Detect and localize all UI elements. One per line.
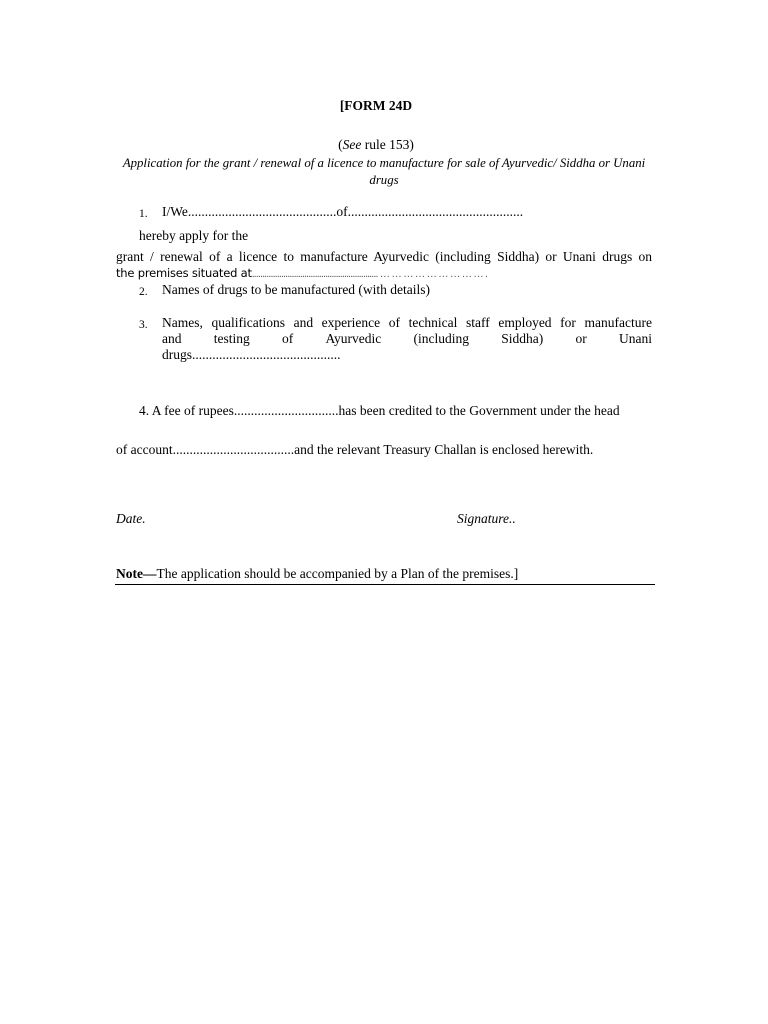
- note-line: [116, 566, 518, 582]
- item-3-word: testing: [213, 331, 250, 346]
- note-underline: [115, 584, 655, 585]
- item-1-number: 1.: [139, 208, 148, 220]
- item-1-continuation: hereby apply for the: [139, 228, 249, 243]
- signature-label: Signature..: [457, 511, 516, 526]
- item-3-word: (including: [413, 331, 469, 346]
- rule-see: See: [342, 137, 362, 152]
- item-3-word: or: [575, 331, 587, 346]
- note-text: The application should be accompanied by a Plan of the premises.]: [156, 566, 519, 581]
- form-title: [FORM 24D: [339, 98, 413, 113]
- date-label: Date.: [116, 511, 146, 526]
- item-1-premises-line: [116, 265, 487, 283]
- item-3-word: Unani: [619, 331, 652, 346]
- rule-reference: [0, 137, 768, 153]
- item-3-number: 3.: [139, 319, 148, 331]
- item-3-line-2: [162, 331, 652, 347]
- item-4-account-line: of account....................................and the relevant Treasury Challan is enclosed herewith.: [116, 442, 594, 457]
- item-3-word: Siddha): [501, 331, 544, 346]
- item-2-number: 2.: [139, 286, 148, 298]
- rule-open-paren: (: [338, 137, 343, 152]
- rule-number: rule 153): [361, 137, 414, 152]
- premises-label: the premises situated at: [116, 266, 252, 280]
- item-3-line-1: Names, qualifications and experience of technical staff employed for manufacture: [162, 315, 652, 330]
- item-1-licence-line: grant / renewal of a licence to manufacture Ayurvedic (including Siddha) or Unani drugs on: [116, 249, 652, 264]
- item-3-line-3: drugs............................................: [162, 347, 341, 362]
- note-label: Note—: [116, 566, 157, 581]
- item-3-word: Ayurvedic: [325, 331, 382, 346]
- item-1-applicant-line: I/We............................................of....................................................: [162, 204, 524, 219]
- form-subtitle: Application for the grant / renewal of a licence to manufacture for sale of Ayurvedic/ Siddha or Unani drugs: [122, 156, 646, 187]
- premises-dots: ............................................................ … … … … … … … … … .: [251, 269, 488, 280]
- item-3-word: and: [162, 331, 182, 346]
- item-3-word: of: [282, 331, 294, 346]
- item-2-text: Names of drugs to be manufactured (with details): [162, 282, 431, 297]
- item-4-fee-line: 4. A fee of rupees...............................has been credited to the Government under the head: [139, 403, 620, 418]
